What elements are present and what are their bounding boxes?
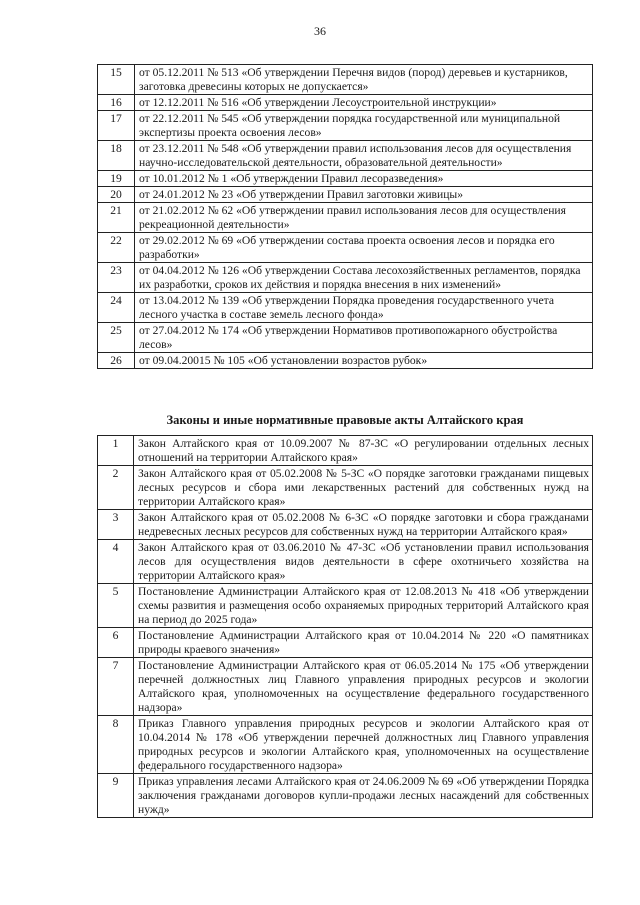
row-text: Закон Алтайского края от 05.02.2008 № 6-ЗС «О порядке заготовки и сбора гражданами недревесных лесных ресурсов для собственных нужд на территории Алтайского края» [134, 510, 593, 540]
federal-acts-table [97, 64, 593, 369]
row-text: от 10.01.2012 № 1 «Об утверждении Правил лесоразведения» [135, 171, 593, 187]
row-text: Постановление Администрации Алтайского края от 10.04.2014 № 220 «О памятниках природы краевого значения» [134, 628, 593, 658]
row-text: от 24.01.2012 № 23 «Об утверждении Правил заготовки живицы» [135, 187, 593, 203]
table-row [98, 584, 593, 628]
row-text: от 13.04.2012 № 139 «Об утверждении Порядка проведения государственного учета лесного участка в составе земель лесного фонда» [135, 293, 593, 323]
row-number: 8 [98, 716, 134, 774]
row-text: Постановление Администрации Алтайского края от 12.08.2013 № 418 «Об утверждении схемы развития и размещения особо охраняемых природных территорий Алтайского края на период до 2025 года» [134, 584, 593, 628]
row-text: от 12.12.2011 № 516 «Об утверждении Лесоустроительной инструкции» [135, 95, 593, 111]
row-number: 9 [98, 774, 134, 818]
row-text: от 09.04.20015 № 105 «Об установлении возрастов рубок» [135, 353, 593, 369]
row-number: 6 [98, 628, 134, 658]
table-row [98, 293, 593, 323]
row-number: 5 [98, 584, 134, 628]
table-row [98, 540, 593, 584]
row-text: от 21.02.2012 № 62 «Об утверждении правил использования лесов для осуществления рекреационной деятельности» [135, 203, 593, 233]
row-number: 24 [98, 293, 135, 323]
row-number: 26 [98, 353, 135, 369]
row-number: 25 [98, 323, 135, 353]
table-row [98, 187, 593, 203]
row-text: Закон Алтайского края от 03.06.2010 № 47-ЗС «Об установлении правил использования лесов для осуществления видов деятельности в сфере охотничьего хозяйства на территории Алтайского края» [134, 540, 593, 584]
row-number: 23 [98, 263, 135, 293]
table-row [98, 233, 593, 263]
table-row [98, 111, 593, 141]
row-number: 17 [98, 111, 135, 141]
table-row [98, 323, 593, 353]
table-row [98, 65, 593, 95]
row-text: Приказ управления лесами Алтайского края от 24.06.2009 № 69 «Об утверждении Порядка заключения гражданами договоров купли-продажи лесных насаждений для собственных нужд» [134, 774, 593, 818]
table-row [98, 353, 593, 369]
row-text: от 05.12.2011 № 513 «Об утверждении Перечня видов (пород) деревьев и кустарников, заготовка древесины которых не допускается» [135, 65, 593, 95]
row-text: от 27.04.2012 № 174 «Об утверждении Нормативов противопожарного обустройства лесов» [135, 323, 593, 353]
row-number: 20 [98, 187, 135, 203]
row-number: 18 [98, 141, 135, 171]
section-title: Законы и иные нормативные правовые акты Алтайского края [166, 413, 524, 427]
row-text: Приказ Главного управления природных ресурсов и экологии Алтайского края от 10.04.2014 № 178 «Об утверждении перечней должностных лиц Главного управления природных ресурсов и экологии Алтайского края, уполномоченных на осуществление федерального государственного надзора» [134, 716, 593, 774]
table-row [98, 510, 593, 540]
row-number: 16 [98, 95, 135, 111]
table-row [98, 466, 593, 510]
table-row [98, 141, 593, 171]
row-number: 22 [98, 233, 135, 263]
row-number: 2 [98, 466, 134, 510]
row-number: 3 [98, 510, 134, 540]
row-number: 15 [98, 65, 135, 95]
table-row [98, 263, 593, 293]
table-row [98, 628, 593, 658]
table-row [98, 203, 593, 233]
row-text: от 04.04.2012 № 126 «Об утверждении Состава лесохозяйственных регламентов, порядка их разработки, сроков их действия и порядка внесения в них изменений» [135, 263, 593, 293]
row-text: Закон Алтайского края от 05.02.2008 № 5-ЗС «О порядке заготовки гражданами пищевых лесных ресурсов и сбора ими лекарственных растений для собственных нужд на территории Алтайского края» [134, 466, 593, 510]
table-row [98, 436, 593, 466]
row-number: 4 [98, 540, 134, 584]
row-text: Закон Алтайского края от 10.09.2007 № 87-ЗС «О регулировании отдельных лесных отношений на территории Алтайского края» [134, 436, 593, 466]
row-text: от 29.02.2012 № 69 «Об утверждении состава проекта освоения лесов и порядка его разработки» [135, 233, 593, 263]
table-row [98, 171, 593, 187]
regional-acts-table [97, 435, 593, 818]
row-text: от 23.12.2011 № 548 «Об утверждении правил использования лесов для осуществления научно-исследовательской деятельности, образовательной деятельности» [135, 141, 593, 171]
table-row [98, 658, 593, 716]
page-number: 36 [314, 24, 326, 38]
row-text: от 22.12.2011 № 545 «Об утверждении порядка государственной или муниципальной экспертизы проекта освоения лесов» [135, 111, 593, 141]
row-number: 21 [98, 203, 135, 233]
table-row [98, 774, 593, 818]
table-row [98, 716, 593, 774]
row-text: Постановление Администрации Алтайского края от 06.05.2014 № 175 «Об утверждении перечней должностных лиц Главного управления природных ресурсов и экологии Алтайского края, уполномоченных на осуществление федерального государственного надзора» [134, 658, 593, 716]
row-number: 1 [98, 436, 134, 466]
row-number: 7 [98, 658, 134, 716]
row-number: 19 [98, 171, 135, 187]
table-row [98, 95, 593, 111]
